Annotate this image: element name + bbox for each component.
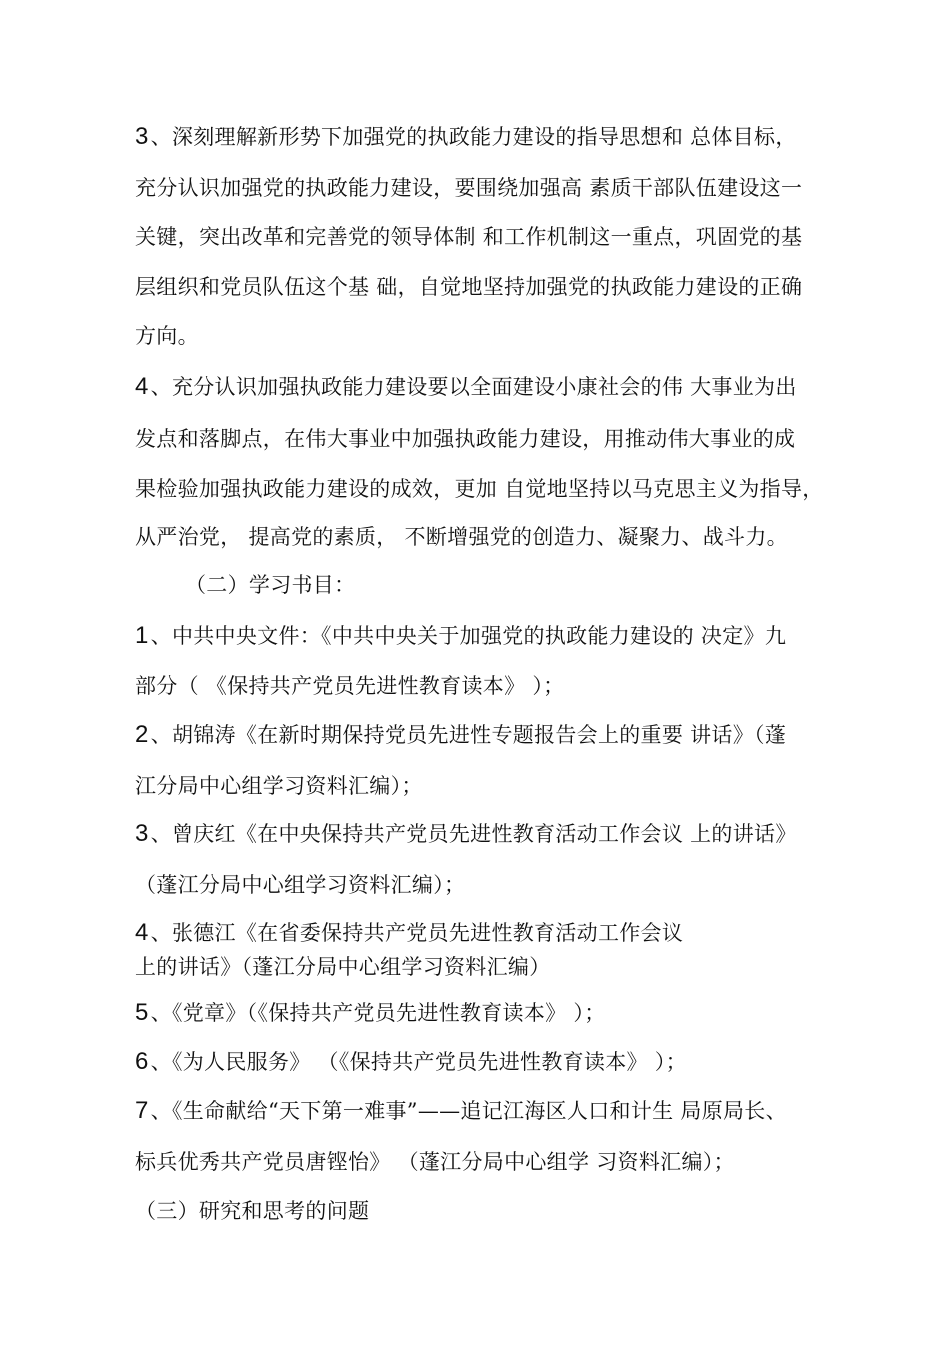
- item-number: 1: [135, 622, 149, 649]
- line-text: 、充分认识加强执政能力建设要以全面建设小康社会的伟 大事业为出: [150, 375, 797, 399]
- line-text: 、曾庆红《在中央保持共产党员先进性教育活动工作会议 上的讲话》: [150, 822, 797, 846]
- item-number: 5: [135, 999, 149, 1026]
- item-number: 4: [135, 919, 149, 946]
- text-line: [135, 321, 199, 351]
- item-number: 3: [135, 820, 149, 847]
- text-line: [135, 272, 802, 302]
- line-text: 、《为人民服务》 （《保持共产党员先进性教育读本》 ）；: [150, 1050, 687, 1074]
- text-line: [135, 474, 824, 504]
- text-line: [135, 372, 797, 402]
- text-line: [135, 819, 797, 849]
- line-text: 从严治党， 提高党的素质， 不断增强党的创造力、凝聚力、战斗力。: [135, 525, 788, 549]
- item-number: 3: [135, 123, 149, 150]
- text-line: [135, 952, 551, 982]
- line-text: 江分局中心组学习资料汇编）；: [135, 774, 423, 798]
- line-text: 、《生命献给“天下第一难事”——追记江海区人口和计生 局原局长、: [150, 1099, 787, 1123]
- line-text: 、深刻理解新形势下加强党的执政能力建设的指导思想和 总体目标，: [150, 125, 797, 149]
- text-line: [135, 173, 802, 203]
- line-text: 层组织和党员队伍这个基 础，自觉地坚持加强党的执政能力建设的正确: [135, 275, 803, 299]
- text-line: [135, 522, 788, 552]
- line-text: 关键，突出改革和完善党的领导体制 和工作机制这一重点，巩固党的基: [135, 225, 803, 249]
- line-text: 、胡锦涛《在新时期保持党员先进性专题报告会上的重要 讲话》（蓬: [150, 723, 787, 747]
- heading-text: （二）学习书目：: [185, 573, 356, 597]
- text-line: [135, 1147, 735, 1177]
- text-line: [135, 1047, 687, 1077]
- text-line: [135, 870, 465, 900]
- text-line: [135, 771, 423, 801]
- line-text: 上的讲话》（蓬江分局中心组学习资料汇编）: [135, 955, 551, 979]
- line-text: 果检验加强执政能力建设的成效，更加 自觉地坚持以马克思主义为指导，: [135, 477, 824, 501]
- line-text: 充分认识加强党的执政能力建设，要围绕加强高 素质干部队伍建设这一: [135, 176, 803, 200]
- line-text: 、张德江《在省委保持共产党员先进性教育活动工作会议: [150, 921, 684, 945]
- text-line: [135, 1096, 787, 1126]
- text-line: [135, 122, 797, 152]
- heading-text: （三）研究和思考的问题: [135, 1199, 370, 1223]
- line-text: 标兵优秀共产党员唐铿怡》 （蓬江分局中心组学 习资料汇编）；: [135, 1150, 735, 1174]
- text-line: [135, 222, 802, 252]
- section-heading: [135, 1196, 369, 1226]
- item-number: 7: [135, 1097, 149, 1124]
- text-line: [135, 424, 795, 454]
- text-line: [135, 671, 564, 701]
- line-text: 方向。: [135, 324, 199, 348]
- line-text: 发点和落脚点，在伟大事业中加强执政能力建设，用推动伟大事业的成: [135, 427, 796, 451]
- line-text: 、中共中央文件：《中共中央关于加强党的执政能力建设的 决定》九: [150, 624, 787, 648]
- item-number: 4: [135, 373, 149, 400]
- section-heading: [185, 570, 355, 600]
- line-text: （蓬江分局中心组学习资料汇编）；: [135, 873, 466, 897]
- text-line: [135, 998, 606, 1028]
- line-text: 、《党章》（《保持共产党员先进性教育读本》 ）；: [150, 1001, 606, 1025]
- item-number: 2: [135, 721, 149, 748]
- text-line: [135, 621, 786, 651]
- item-number: 6: [135, 1048, 149, 1075]
- text-line: [135, 720, 786, 750]
- line-text: 部分（ 《保持共产党员先进性教育读本》 ）；: [135, 674, 565, 698]
- text-line: [135, 918, 683, 948]
